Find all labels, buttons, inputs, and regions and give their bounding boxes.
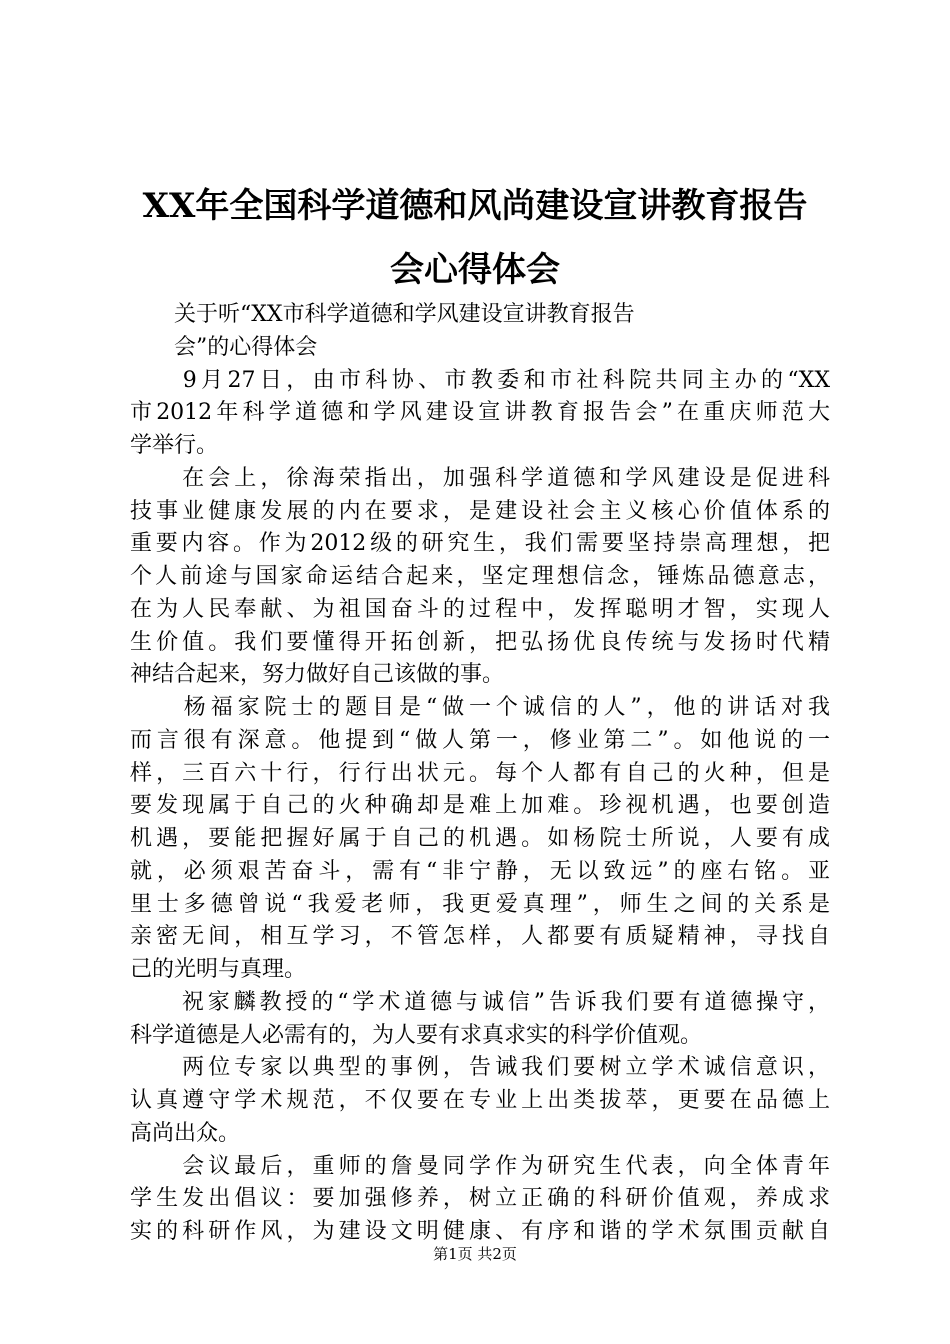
body-line: 会议最后，重师的詹曼同学作为研究生代表，向全体青年	[130, 1153, 830, 1179]
body-line: 科学道德是人必需有的，为人要有求真求实的科学价值观。	[130, 1022, 703, 1048]
body-line: 会”的心得体会	[130, 334, 318, 360]
body-line: 要发现属于自己的火种确却是难上加难。珍视机遇，也要创造	[130, 793, 830, 819]
body-line: 重要内容。作为2012级的研究生，我们需要坚持崇高理想，把	[130, 531, 830, 557]
page-footer: 第1页 共2页	[433, 1245, 517, 1263]
body-line: 祝家麟教授的“学术道德与诚信”告诉我们要有道德操守，	[130, 989, 830, 1015]
body-line: 认真遵守学术规范，不仅要在专业上出类拔萃，更要在品德上	[130, 1088, 830, 1113]
body-line: 市2012年科学道德和学风建设宣讲教育报告会”在重庆师范大	[130, 400, 830, 426]
body-line: 学举行。	[130, 433, 219, 458]
body-line: 而言很有深意。他提到“做人第一，修业第二”。如他说的一	[130, 727, 830, 753]
body-line: 己的光明与真理。	[130, 957, 307, 982]
body-line: 实的科研作风，为建设文明健康、有序和谐的学术氛围贡献自	[130, 1219, 830, 1244]
body-line: 杨福家院士的题目是“做一个诚信的人”，他的讲话对我	[130, 695, 830, 720]
body-line: 在为人民奉献、为祖国奋斗的过程中，发挥聪明才智，实现人	[130, 596, 830, 622]
body-line: 在会上，徐海荣指出，加强科学道德和学风建设是促进科	[130, 465, 830, 491]
body-line: 生价值。我们要懂得开拓创新，把弘扬优良传统与发扬时代精	[130, 629, 830, 655]
document-title-line-1: XX年全国科学道德和风尚建设宣讲教育报告	[142, 186, 808, 226]
body-line: 关于听“XX市科学道德和学风建设宣讲教育报告	[130, 302, 635, 327]
body-line: 就，必须艰苦奋斗，需有“非宁静，无以致远”的座右铭。亚	[130, 858, 830, 884]
body-line: 高尚出众。	[130, 1120, 241, 1146]
body-line: 亲密无间，相互学习，不管怎样，人都要有质疑精神，寻找自	[130, 924, 830, 950]
body-line: 神结合起来，努力做好自己该做的事。	[130, 662, 505, 688]
body-line: 技事业健康发展的内在要求，是建设社会主义核心价值体系的	[130, 498, 830, 524]
body-line: 样，三百六十行，行行出状元。每个人都有自己的火种，但是	[130, 760, 830, 786]
document-title-line-2: 会心得体会	[390, 250, 560, 290]
body-line: 个人前途与国家命运结合起来，坚定理想信念，锤炼品德意志，	[130, 564, 830, 589]
body-line: 9月27日，由市科协、市教委和市社科院共同主办的“XX	[130, 367, 830, 393]
body-line: 里士多德曾说“我爱老师，我更爱真理”，师生之间的关系是	[130, 891, 830, 917]
body-line: 机遇，要能把握好属于自己的机遇。如杨院士所说，人要有成	[130, 826, 830, 851]
body-line: 学生发出倡议：要加强修养，树立正确的科研价值观，养成求	[130, 1186, 830, 1212]
body-line: 两位专家以典型的事例，告诫我们要树立学术诚信意识，	[130, 1055, 830, 1081]
